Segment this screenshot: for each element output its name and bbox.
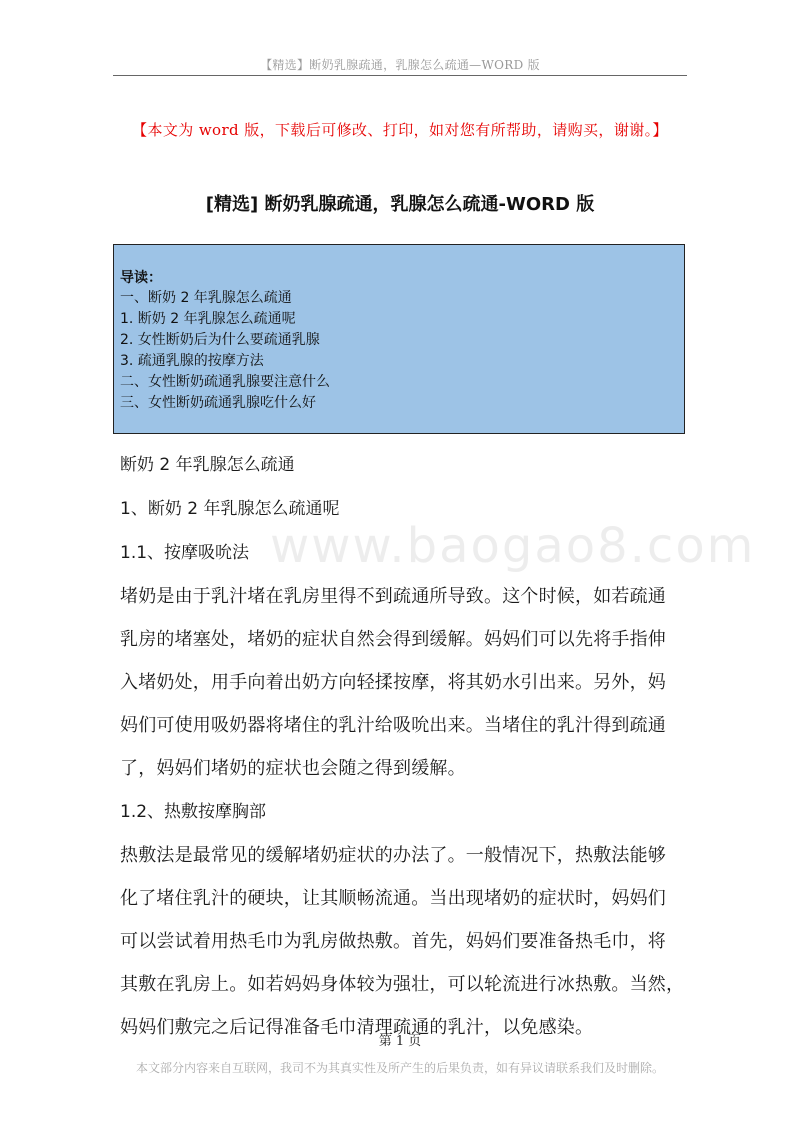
paragraph-line: 其敷在乳房上。如若妈妈身体较为强壮，可以轮流进行冰热敷。当然， — [120, 974, 685, 995]
word-version-notice: 【本文为 word 版，下载后可修改、打印，如对您有所帮助，请购买，谢谢。】 — [132, 121, 668, 139]
section-heading: 断奶 2 年乳腺怎么疏通 — [120, 455, 295, 475]
watermark: www.baogao8.com — [270, 518, 756, 574]
paragraph-line: 化了堵住乳汁的硬块，让其顺畅流通。当出现堵奶的症状时，妈妈们 — [120, 888, 666, 909]
paragraph-line: 堵奶是由于乳汁堵在乳房里得不到疏通所导致。这个时候，如若疏通 — [120, 586, 666, 607]
toc-item: 2. 女性断奶后为什么要疏通乳腺 — [120, 332, 320, 348]
page-number: 第 1 页 — [378, 1034, 422, 1049]
toc-item: 1. 断奶 2 年乳腺怎么疏通呢 — [120, 311, 296, 327]
paragraph-line: 热敷法是最常见的缓解堵奶症状的办法了。一般情况下，热敷法能够 — [120, 845, 666, 866]
paragraph-line: 可以尝试着用热毛巾为乳房做热敷。首先，妈妈们要准备热毛巾，将 — [120, 931, 666, 952]
paragraph-line: 妈妈们敷完之后记得准备毛巾清理疏通的乳汁，以免感染。 — [120, 1017, 594, 1038]
toc-item: 一、断奶 2 年乳腺怎么疏通 — [120, 290, 292, 306]
toc-label: 导读： — [120, 270, 162, 286]
toc-item: 三、女性断奶疏通乳腺吃什么好 — [120, 395, 316, 411]
paragraph-line: 入堵奶处，用手向着出奶方向轻揉按摩，将其奶水引出来。另外，妈 — [120, 672, 666, 693]
header-divider — [113, 75, 687, 76]
subsection-heading: 1、断奶 2 年乳腺怎么疏通呢 — [120, 499, 340, 519]
paragraph-line: 了，妈妈们堵奶的症状也会随之得到缓解。 — [120, 758, 466, 779]
paragraph-line: 乳房的堵塞处，堵奶的症状自然会得到缓解。妈妈们可以先将手指伸 — [120, 629, 666, 650]
subsection-heading: 1.2、热敷按摩胸部 — [120, 802, 267, 822]
document-body — [120, 443, 692, 1049]
running-header: 【精选】断奶乳腺疏通，乳腺怎么疏通—WORD 版 — [260, 58, 540, 72]
toc-item: 二、女性断奶疏通乳腺要注意什么 — [120, 374, 330, 390]
table-of-contents — [113, 244, 685, 434]
paragraph-line: 妈们可使用吸奶器将堵住的乳汁给吸吮出来。当堵住的乳汁得到疏通 — [120, 715, 666, 736]
document-title: [精选] 断奶乳腺疏通，乳腺怎么疏通-WORD 版 — [205, 194, 595, 215]
footer-disclaimer: 本文部分内容来自互联网，我司不为其真实性及所产生的后果负责，如有异议请联系我们及时删除。 — [135, 1061, 664, 1075]
subsection-heading: 1.1、按摩吸吮法 — [120, 543, 250, 563]
toc-item: 3. 疏通乳腺的按摩方法 — [120, 353, 264, 369]
